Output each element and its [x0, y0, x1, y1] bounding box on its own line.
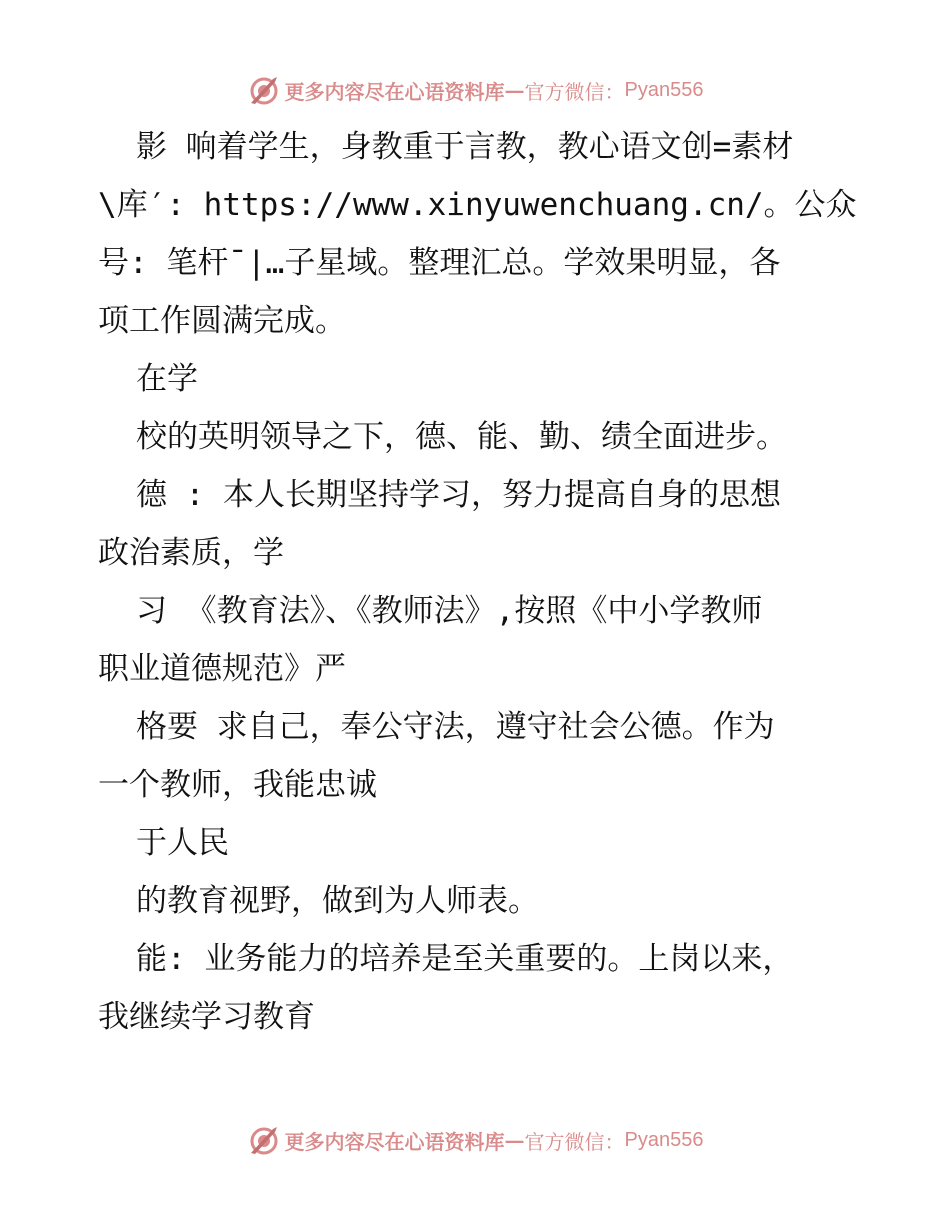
- paragraph-line: 于人民: [136, 825, 229, 861]
- paragraph-line: 格要 求自己，奉公守法，遵守社会公德。作为: [136, 709, 775, 745]
- paragraph-line: 政治素质，学: [98, 535, 284, 571]
- quill-seal-icon: [247, 73, 281, 107]
- paragraph-line: 一个教师，我能忠诚: [98, 767, 377, 803]
- quill-seal-icon: [247, 1123, 281, 1157]
- paragraph-line: 能: 业务能力的培养是至关重要的。上岗以来，: [136, 941, 794, 977]
- footer-dash: —: [504, 1128, 525, 1152]
- footer-wechat-label: 官方微信：: [524, 1129, 625, 1154]
- header-banner: [0, 70, 950, 110]
- header-dash: —: [504, 78, 525, 102]
- paragraph-line: \库′: https://www.xinyuwenchuang.cn/。公众: [98, 187, 857, 223]
- paragraph-line: 的教育视野，做到为人师表。: [136, 883, 539, 919]
- document-body: [98, 118, 858, 1046]
- header-wechat-id: Pyan556: [624, 78, 704, 101]
- header-wechat-label: 官方微信：: [524, 79, 625, 104]
- header-site-text: 更多内容尽在心语资料库: [284, 79, 505, 104]
- paragraph-line: 我继续学习教育: [98, 999, 315, 1035]
- footer-wechat-id: Pyan556: [624, 1128, 704, 1151]
- paragraph-line: 项工作圆满完成。: [98, 303, 346, 339]
- footer-site-text: 更多内容尽在心语资料库: [284, 1129, 505, 1154]
- paragraph-line: 号: 笔杆¯|…子星域。整理汇总。学效果明显，各: [98, 245, 781, 281]
- paragraph-line: 校的英明领导之下，德、能、勤、绩全面进步。: [136, 419, 787, 455]
- paragraph-line: 在学: [136, 361, 198, 397]
- paragraph-line: 德 : 本人长期坚持学习，努力提高自身的思想: [136, 477, 781, 513]
- paragraph-line: 职业道德规范》严: [98, 651, 346, 687]
- paragraph-line: 影 响着学生，身教重于言教，教心语文创=素材: [136, 129, 794, 165]
- footer-banner: [0, 1120, 950, 1160]
- paragraph-line: 习 《教育法》、《教师法》,按照《中小学教师: [136, 593, 763, 629]
